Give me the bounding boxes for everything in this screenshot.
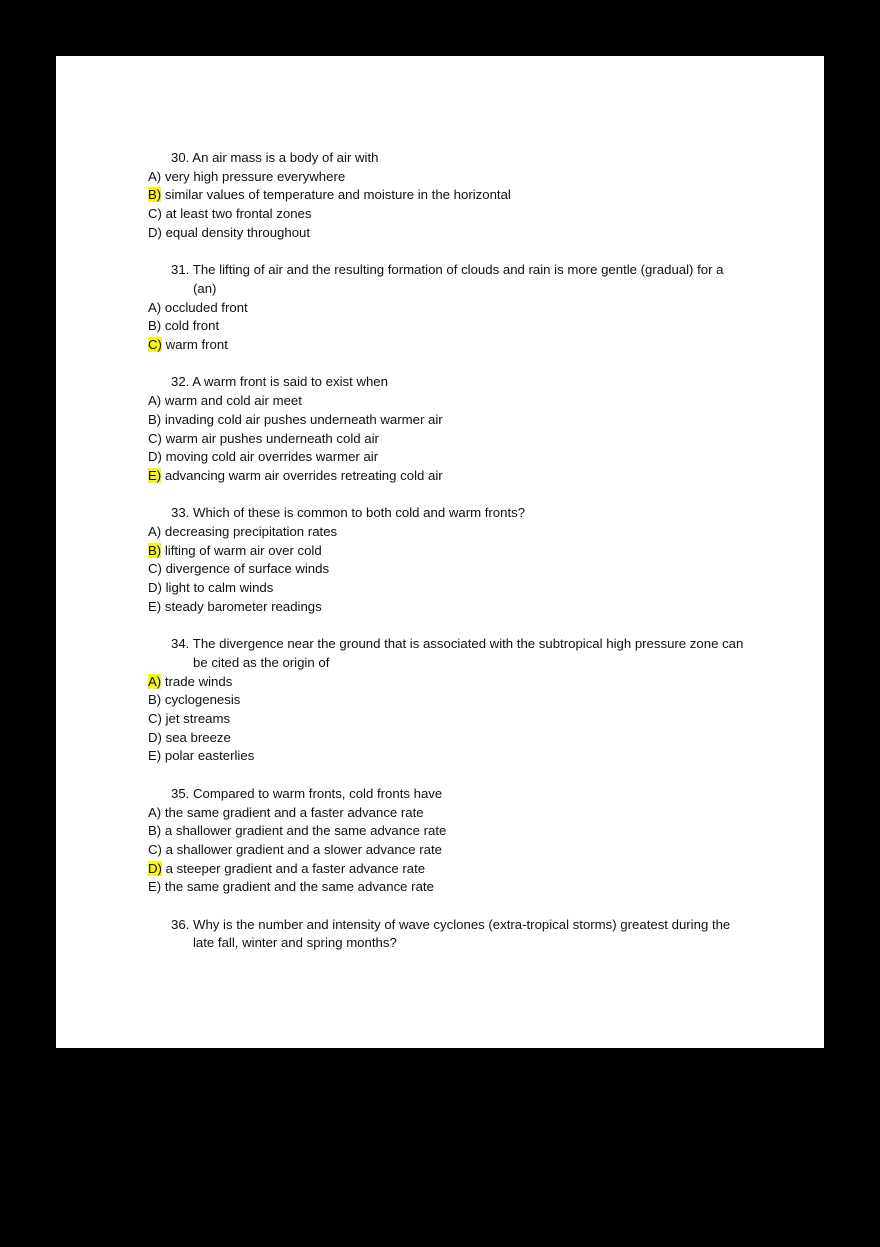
option-text: at least two frontal zones xyxy=(165,206,312,222)
option-text: warm and cold air meet xyxy=(164,393,302,409)
answer-option-correct xyxy=(148,673,748,692)
answer-option xyxy=(148,804,748,823)
option-text: a shallower gradient and the same advance rate xyxy=(164,823,447,839)
question-stem xyxy=(148,635,748,672)
answer-option xyxy=(148,729,748,748)
option-letter-highlighted: A) xyxy=(148,673,162,689)
question-text: The lifting of air and the resulting formation of clouds and rain is more gentle (gradual) for a (an) xyxy=(192,262,724,296)
answer-option xyxy=(148,317,748,336)
option-letter: C) xyxy=(148,711,162,727)
question-35 xyxy=(148,785,748,897)
option-letter: A) xyxy=(148,299,162,315)
answer-option xyxy=(148,822,748,841)
option-letter-highlighted: E) xyxy=(148,467,162,483)
answer-option xyxy=(148,710,748,729)
question-number: 31. xyxy=(171,262,190,278)
option-text: a shallower gradient and a slower advance rate xyxy=(165,841,442,857)
answer-option xyxy=(148,878,748,897)
question-stem xyxy=(148,785,748,804)
answer-option xyxy=(148,411,748,430)
answer-option-correct xyxy=(148,336,748,355)
option-text: warm air pushes underneath cold air xyxy=(165,430,379,446)
question-stem xyxy=(148,261,748,298)
option-letter: C) xyxy=(148,206,162,222)
option-text: polar easterlies xyxy=(164,748,255,764)
option-text: very high pressure everywhere xyxy=(164,168,346,184)
answer-option xyxy=(148,523,748,542)
option-letter-highlighted: B) xyxy=(148,187,162,203)
answer-option xyxy=(148,579,748,598)
document-page xyxy=(56,56,824,1048)
option-letter: E) xyxy=(148,598,162,614)
option-letter: B) xyxy=(148,692,162,708)
answer-option xyxy=(148,560,748,579)
question-stem xyxy=(148,373,748,392)
option-letter-highlighted: B) xyxy=(148,542,162,558)
question-30 xyxy=(148,149,748,243)
option-text: similar values of temperature and moisture in the horizontal xyxy=(164,187,511,203)
answer-option xyxy=(148,747,748,766)
option-text: invading cold air pushes underneath warmer air xyxy=(164,411,443,427)
question-34 xyxy=(148,635,748,766)
question-text: Compared to warm fronts, cold fronts have xyxy=(193,785,443,801)
question-stem xyxy=(148,149,748,168)
option-letter: D) xyxy=(148,449,162,465)
option-text: decreasing precipitation rates xyxy=(164,524,338,540)
option-text: jet streams xyxy=(165,711,231,727)
option-text: equal density throughout xyxy=(165,224,311,240)
option-letter: A) xyxy=(148,168,162,184)
question-32 xyxy=(148,373,748,485)
answer-option xyxy=(148,205,748,224)
option-text: sea breeze xyxy=(165,729,231,745)
question-text: Why is the number and intensity of wave cyclones (extra-tropical storms) greatest during the late fall, winter and spring months? xyxy=(193,916,731,951)
option-text: occluded front xyxy=(164,299,248,315)
option-text: cold front xyxy=(164,318,220,334)
answer-option-correct xyxy=(148,860,748,879)
option-letter: D) xyxy=(148,580,162,596)
question-number: 35. xyxy=(171,785,190,801)
answer-option-correct xyxy=(148,467,748,486)
question-number: 36. xyxy=(171,916,190,932)
option-letter: B) xyxy=(148,318,162,334)
option-text: warm front xyxy=(165,337,228,353)
option-text: the same gradient and a faster advance rate xyxy=(164,804,424,820)
answer-option xyxy=(148,224,748,243)
option-letter: A) xyxy=(148,804,162,820)
answer-option xyxy=(148,841,748,860)
option-letter: E) xyxy=(148,748,162,764)
option-text: advancing warm air overrides retreating cold air xyxy=(164,467,443,483)
option-text: a steeper gradient and a faster advance rate xyxy=(165,860,426,876)
question-stem xyxy=(148,916,748,953)
option-letter: D) xyxy=(148,729,162,745)
option-text: lifting of warm air over cold xyxy=(164,542,322,558)
answer-option xyxy=(148,392,748,411)
option-letter-highlighted: C) xyxy=(148,337,162,353)
option-letter: C) xyxy=(148,430,162,446)
question-number: 34. xyxy=(171,636,190,652)
question-33 xyxy=(148,504,748,616)
option-letter: A) xyxy=(148,524,162,540)
question-number: 32. xyxy=(171,374,190,390)
question-text: A warm front is said to exist when xyxy=(192,374,388,390)
answer-option-correct xyxy=(148,542,748,561)
question-number: 33. xyxy=(171,505,190,521)
option-letter: E) xyxy=(148,879,162,895)
option-letter: A) xyxy=(148,393,162,409)
question-31 xyxy=(148,261,748,355)
option-text: light to calm winds xyxy=(165,580,274,596)
option-letter: C) xyxy=(148,841,162,857)
question-text: Which of these is common to both cold and warm fronts? xyxy=(193,505,526,521)
question-36 xyxy=(148,916,748,953)
option-text: the same gradient and the same advance rate xyxy=(164,879,434,895)
answer-option xyxy=(148,168,748,187)
answer-option xyxy=(148,691,748,710)
option-letter: D) xyxy=(148,224,162,240)
option-letter: B) xyxy=(148,411,162,427)
option-text: steady barometer readings xyxy=(164,598,322,614)
option-text: cyclogenesis xyxy=(164,692,241,708)
answer-option xyxy=(148,299,748,318)
answer-option-correct xyxy=(148,186,748,205)
question-list xyxy=(148,149,748,972)
option-text: trade winds xyxy=(164,673,233,689)
answer-option xyxy=(148,448,748,467)
question-text: An air mass is a body of air with xyxy=(192,150,379,165)
question-text: The divergence near the ground that is associated with the subtropical high pressure zone can be cited as the origin of xyxy=(192,636,744,670)
option-text: divergence of surface winds xyxy=(165,561,330,577)
option-letter: C) xyxy=(148,561,162,577)
question-number: 30. xyxy=(171,150,190,165)
answer-option xyxy=(148,598,748,617)
option-letter-highlighted: D) xyxy=(148,860,162,876)
option-letter: B) xyxy=(148,823,162,839)
option-text: moving cold air overrides warmer air xyxy=(165,449,379,465)
answer-option xyxy=(148,430,748,449)
question-stem xyxy=(148,504,748,523)
